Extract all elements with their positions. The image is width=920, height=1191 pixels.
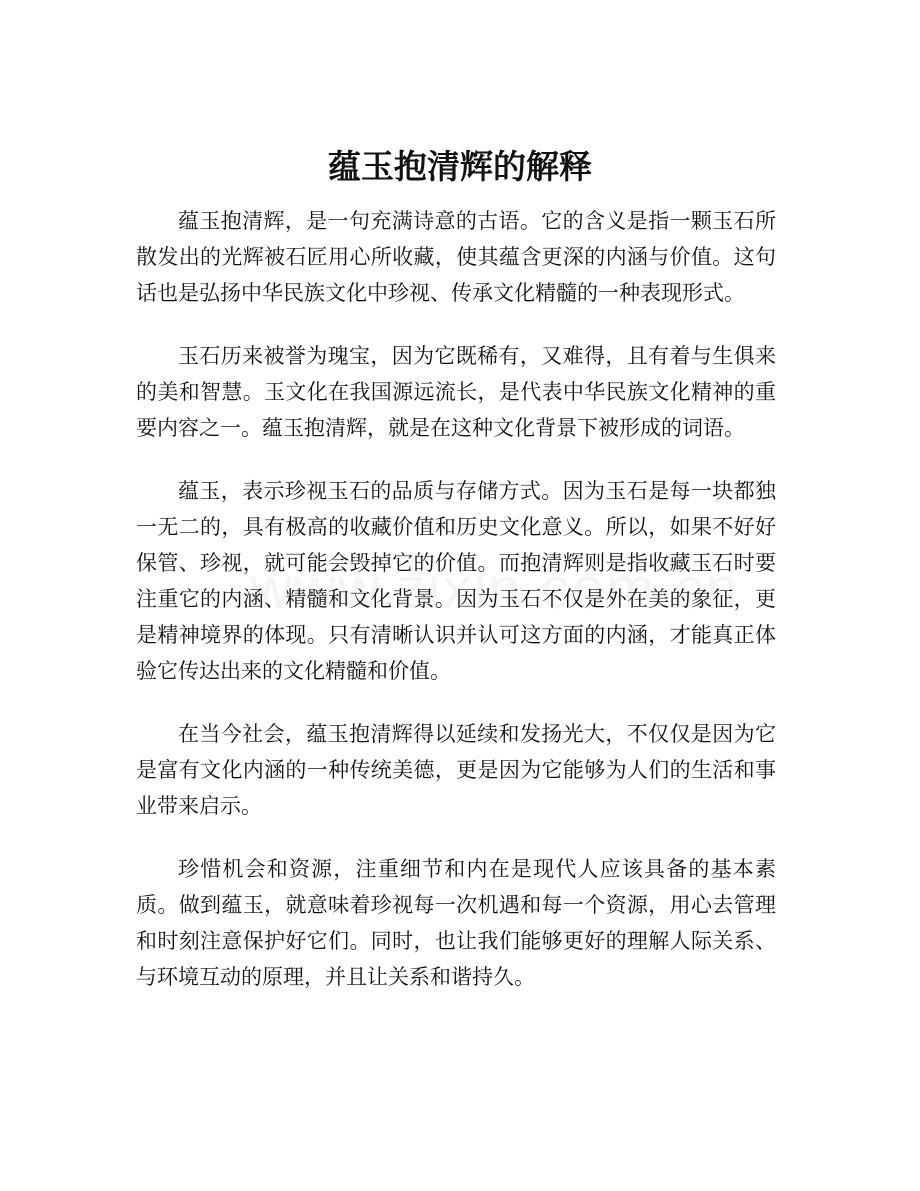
paragraph-2: 玉石历来被誉为瑰宝，因为它既稀有，又难得，且有着与生俱来的美和智慧。玉文化在我国源远流长，是代表中华民族文化精神的重要内容之一。蕴玉抱清辉，就是在这种文化背景下被形成的词语。 [136, 344, 776, 440]
page-title: 蕴玉抱清辉的解释 [328, 147, 592, 186]
paragraph-4: 在当今社会，蕴玉抱清辉得以延续和发扬光大，不仅仅是因为它是富有文化内涵的一种传统美德，更是因为它能够为人们的生活和事业带来启示。 [136, 722, 776, 818]
paragraph-5: 珍惜机会和资源，注重细节和内在是现代人应该具备的基本素质。做到蕴玉，就意味着珍视每一次机遇和每一个资源，用心去管理和时刻注意保护好它们。同时，也让我们能够更好的理解人际关系、与环境互动的原理，并且让关系和谐持久。 [136, 857, 776, 989]
paragraph-3: 蕴玉，表示珍视玉石的品质与存储方式。因为玉石是每一块都独一无二的，具有极高的收藏价值和历史文化意义。所以，如果不好好保管、珍视，就可能会毁掉它的价值。而抱清辉则是指收藏玉石时要注重它的内涵、精髓和文化背景。因为玉石不仅是外在美的象征，更是精神境界的体现。只有清晰认识并认可这方面的内涵，才能真正体验它传达出来的文化精髓和价值。 [136, 479, 776, 683]
paragraph-1: 蕴玉抱清辉，是一句充满诗意的古语。它的含义是指一颗玉石所散发出的光辉被石匠用心所收藏，使其蕴含更深的内涵与价值。这句话也是弘扬中华民族文化中珍视、传承文化精髓的一种表现形式。 [136, 209, 776, 305]
document-body [136, 203, 776, 1022]
